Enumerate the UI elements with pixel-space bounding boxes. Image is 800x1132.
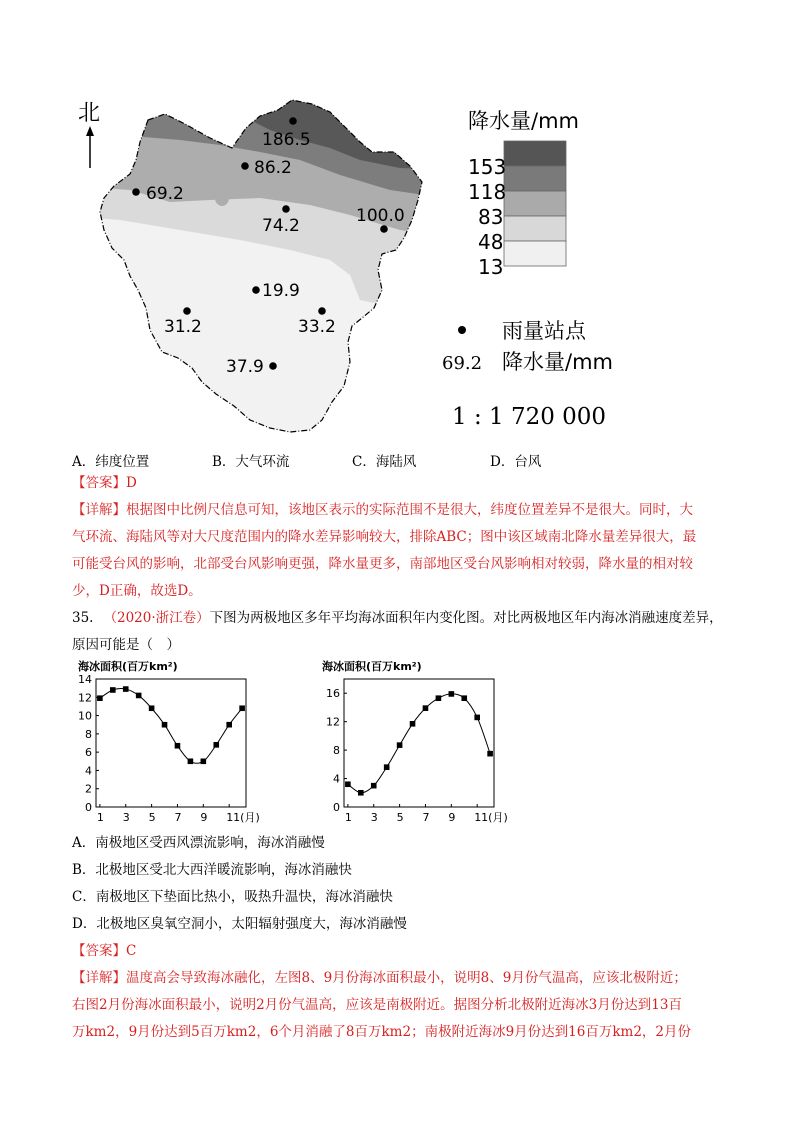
plot-frame: [96, 679, 246, 807]
y-tick-label: 4: [333, 772, 340, 786]
station-value: 69.2: [146, 184, 184, 204]
legend-ramp: [504, 141, 566, 266]
chart-title: 海冰面积(百万km²): [78, 660, 178, 673]
station-value: 86.2: [254, 158, 292, 178]
stem-text: 原因可能是（ ）: [72, 637, 180, 653]
data-point: [162, 722, 168, 728]
detail-line: 少，D正确，故选D。: [72, 583, 202, 599]
data-point: [226, 722, 232, 728]
option-d[interactable]: D．北极地区臭氧空洞小，太阳辐射强度大，海冰消融慢: [72, 916, 407, 932]
data-point: [110, 687, 116, 693]
q35-options: [72, 830, 732, 938]
data-point: [149, 705, 155, 711]
data-point: [136, 693, 142, 699]
y-tick-label: 12: [78, 691, 92, 705]
precipitation-bands: [60, 90, 460, 440]
sample-label: 降水量/mm: [502, 350, 613, 374]
legend-value: 48: [478, 230, 504, 254]
data-point: [213, 742, 219, 748]
plot-frame: [344, 679, 494, 807]
legend-value: 13: [478, 255, 504, 279]
data-point: [175, 743, 181, 749]
x-tick-label: 1: [96, 811, 104, 824]
option-c[interactable]: C．南极地区下垫面比热小，吸热升温快，海冰消融快: [72, 889, 393, 905]
chart-title: 海冰面积(百万km²): [322, 660, 422, 673]
x-tick-label: 3: [370, 811, 378, 824]
station-legend-label: 雨量站点: [502, 319, 586, 343]
station-dot: [282, 205, 290, 213]
y-tick-label: 12: [326, 715, 340, 729]
option-b[interactable]: B．北极地区受北大西洋暖流影响，海冰消融快: [72, 862, 352, 878]
option-b[interactable]: B．大气环流: [212, 454, 290, 470]
stem-text: 下图为两极地区多年平均海冰面积年内变化图。对比两极地区年内海冰消融速度差异，: [209, 610, 723, 626]
north-arrow-head-icon: [86, 126, 94, 136]
data-point: [123, 686, 129, 692]
y-tick-label: 0: [85, 801, 92, 814]
data-point: [239, 705, 245, 711]
data-point: [397, 742, 403, 748]
data-point: [345, 781, 351, 787]
data-point: [358, 790, 364, 796]
station-dot: [318, 307, 326, 315]
station-dot: [380, 225, 388, 233]
y-tick-label: 16: [326, 687, 340, 701]
station-value: 19.9: [262, 281, 300, 301]
q34-answer-block: [72, 470, 732, 605]
data-point: [371, 783, 377, 789]
arctic-sea-ice-chart: [70, 652, 270, 827]
antarctic-sea-ice-chart: [318, 652, 518, 827]
detail-line: 右图2月份海冰面积最小，说明2月份气温高，应该是南极附近。据图分析北极附近海冰3月份达到13百: [72, 997, 682, 1013]
station-value: 186.5: [262, 130, 311, 150]
y-tick-label: 4: [85, 764, 92, 778]
precipitation-map: [60, 90, 640, 440]
station-symbol-icon: [458, 326, 466, 334]
data-point: [436, 695, 442, 701]
data-point: [474, 715, 480, 721]
legend-value: 153: [468, 155, 507, 179]
station-dot: [132, 188, 140, 196]
station-value: 37.9: [226, 357, 264, 377]
data-point: [461, 695, 467, 701]
legend-value: 83: [478, 205, 504, 229]
option-c[interactable]: C．海陆风: [352, 454, 417, 470]
option-a[interactable]: A．纬度位置: [72, 454, 150, 470]
legend-title: 降水量/mm: [468, 109, 579, 133]
data-point: [201, 758, 207, 764]
station-value: 33.2: [298, 317, 336, 337]
station-dot: [183, 307, 191, 315]
y-tick-label: 0: [333, 801, 340, 814]
data-point: [487, 751, 493, 757]
option-a[interactable]: A．南极地区受西风漂流影响，海冰消融慢: [72, 835, 325, 851]
north-label: 北: [78, 101, 101, 126]
data-point: [423, 705, 429, 711]
series-line: [100, 689, 242, 764]
station-dot: [241, 162, 249, 170]
y-tick-label: 14: [78, 673, 92, 686]
answer-label: 【答案】C: [72, 943, 137, 959]
q35-stem: [72, 605, 732, 659]
data-point: [384, 764, 390, 770]
x-tick-label: 5: [396, 811, 404, 824]
station-dot: [289, 117, 297, 125]
x-tick-label: 1: [344, 811, 352, 824]
y-tick-label: 8: [333, 744, 340, 758]
x-tick-label: 11(月): [226, 811, 260, 824]
sample-value: 69.2: [442, 353, 483, 374]
data-point: [97, 695, 103, 701]
detail-line: 可能受台风的影响，北部受台风影响更强，降水量更多，南部地区受台风影响相对较弱，降水量的相对较: [72, 556, 693, 572]
station-value: 31.2: [164, 317, 202, 337]
y-tick-label: 2: [85, 782, 92, 796]
answer-label: 【答案】D: [72, 475, 137, 491]
data-point: [449, 691, 455, 697]
map-scale: 1 : 1 720 000: [452, 404, 607, 430]
legend-value: 118: [468, 180, 507, 204]
series-line: [348, 694, 490, 793]
option-d[interactable]: D．台风: [490, 454, 542, 470]
detail-line: 【详解】根据图中比例尺信息可知，该地区表示的实际范围不是很大，纬度位置差异不是很大。同时，大: [72, 502, 693, 518]
y-tick-label: 8: [85, 727, 92, 741]
question-source: （2020·浙江卷）: [103, 610, 210, 626]
q35-answer-block: [72, 938, 732, 1046]
data-point: [188, 758, 194, 764]
x-tick-label: 9: [200, 811, 208, 824]
x-tick-label: 3: [122, 811, 130, 824]
x-tick-label: 7: [422, 811, 430, 824]
detail-line: 气环流、海陆风等对大尺度范围内的降水差异影响较大，排除ABC；图中该区域南北降水量差异很大，最: [72, 529, 697, 545]
station-dot: [269, 362, 277, 370]
data-point: [410, 721, 416, 727]
x-tick-label: 9: [448, 811, 456, 824]
question-number: 35.: [72, 610, 94, 626]
x-tick-label: 5: [148, 811, 156, 824]
y-tick-label: 6: [85, 746, 92, 760]
station-dot: [252, 286, 260, 294]
x-tick-label: 11(月): [474, 811, 508, 824]
station-value: 74.2: [262, 216, 300, 236]
y-tick-label: 10: [78, 709, 92, 723]
station-value: 100.0: [356, 206, 405, 226]
detail-line: 万km2，9月份达到5百万km2，6个月消融了8百万km2；南极附近海冰9月份达到16百万km2，2月份: [72, 1024, 691, 1040]
detail-line: 【详解】温度高会导致海冰融化，左图8、9月份海冰面积最小，说明8、9月份气温高，应该北极附近；: [72, 970, 687, 986]
x-tick-label: 7: [174, 811, 182, 824]
